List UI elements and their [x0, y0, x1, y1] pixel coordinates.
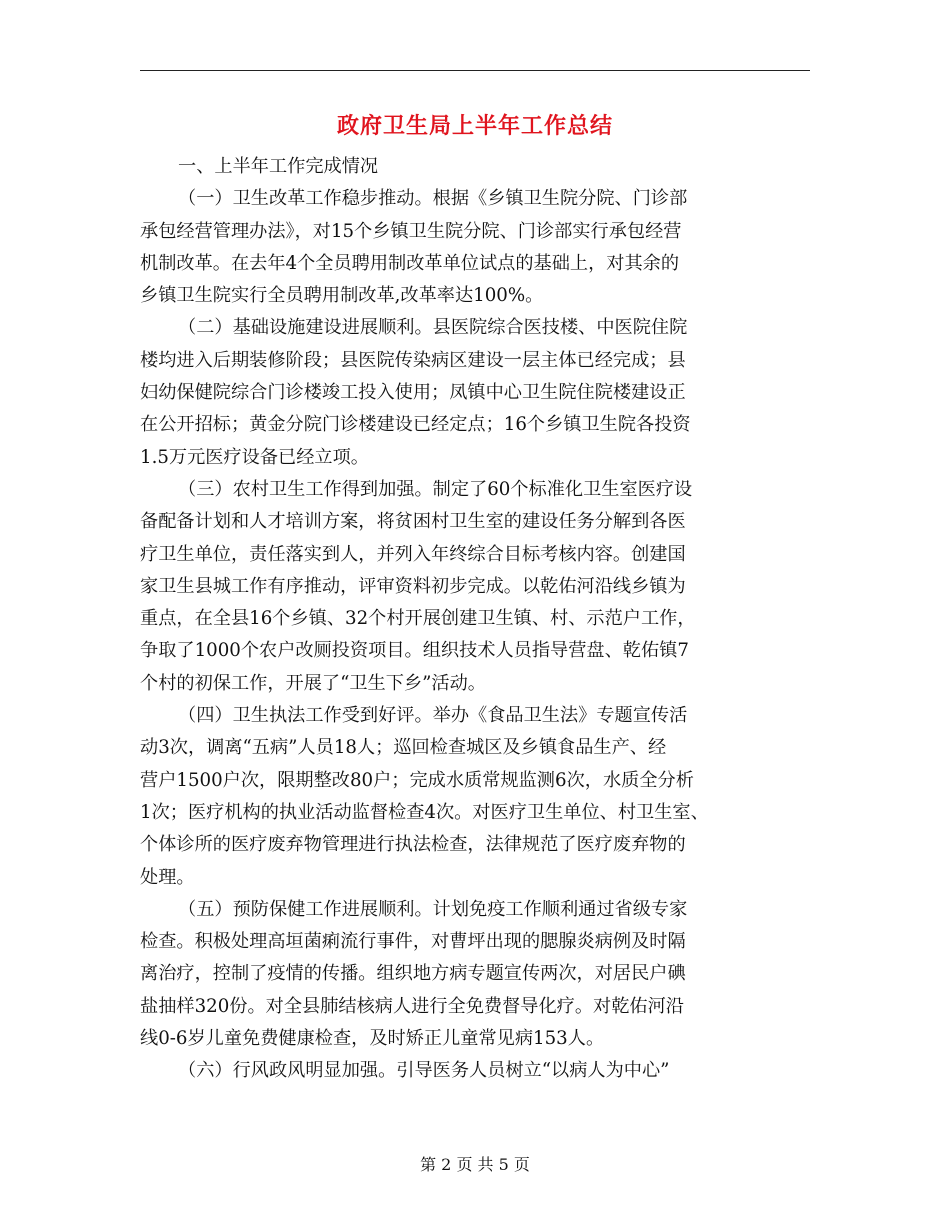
paragraph-line: 楼均进入后期装修阶段；县医院传染病区建设一层主体已经完成；县 — [140, 349, 686, 371]
paragraph-line: 机制改革。在去年4个全员聘用制改革单位试点的基础上，对其余的 — [140, 252, 680, 274]
paragraph-line: （六）行风政风明显加强。引导医务人员树立“以病人为中心” — [178, 1060, 670, 1082]
paragraph-line: 在公开招标；黄金分院门诊楼建设已经定点；16个乡镇卫生院各投资 — [140, 414, 691, 436]
paragraph-line: 营户1500户次，限期整改80户；完成水质常规监测6次，水质全分析 — [140, 769, 694, 791]
paragraph-line: 备配备计划和人才培训方案，将贫困村卫生室的建设任务分解到各医 — [140, 511, 686, 533]
paragraph-line: 承包经营管理办法》，对15个乡镇卫生院分院、门诊部实行承包经营 — [140, 220, 682, 242]
section-heading: 一、上半年工作完成情况 — [178, 156, 379, 177]
paragraph-line: （五）预防保健工作进展顺利。计划免疫工作顺利通过省级专家 — [178, 898, 688, 920]
paragraph-line: 线0-6岁儿童免费健康检查，及时矫正儿童常见病153人。 — [140, 1028, 605, 1050]
header-rule — [140, 70, 810, 71]
paragraph-line: 妇幼保健院综合门诊楼竣工投入使用；凤镇中心卫生院住院楼建设正 — [140, 382, 686, 404]
paragraph-3 — [140, 474, 810, 700]
paragraph-line: （一）卫生改革工作稳步推动。根据《乡镇卫生院分院、门诊部 — [178, 188, 688, 210]
paragraph-line: 疗卫生单位，责任落实到人，并列入年终综合目标考核内容。创建国 — [140, 543, 686, 565]
paragraph-line: （二）基础设施建设进展顺利。县医院综合医技楼、中医院住院 — [178, 317, 688, 339]
paragraph-line: 处理。 — [140, 866, 195, 888]
paragraph-line: 盐抽样320份。对全县肺结核病人进行全免费督导化疗。对乾佑河沿 — [140, 995, 684, 1017]
paragraph-line: 重点，在全县16个乡镇、32个村开展创建卫生镇、村、示范户工作， — [140, 608, 696, 630]
section-heading-paragraph — [140, 151, 810, 183]
paragraph-line: 离治疗，控制了疫情的传播。组织地方病专题宣传两次，对居民户碘 — [140, 963, 686, 985]
paragraph-line: （三）农村卫生工作得到加强。制定了60个标准化卫生室医疗设 — [178, 478, 693, 500]
paragraph-1 — [140, 183, 810, 312]
paragraph-line: （四）卫生执法工作受到好评。举办《食品卫生法》专题宣传活 — [178, 705, 688, 727]
paragraph-6 — [140, 1055, 810, 1087]
paragraph-line: 动3次，调离“五病”人员18人；巡回检查城区及乡镇食品生产、经 — [140, 737, 667, 759]
document-title: 政府卫生局上半年工作总结 — [336, 113, 613, 139]
page-number-footer: 第 2 页 共 5 页 — [420, 1155, 530, 1174]
paragraph-2 — [140, 312, 810, 473]
paragraph-line: 家卫生县城工作有序推动，评审资料初步完成。以乾佑河沿线乡镇为 — [140, 575, 686, 597]
paragraph-line: 1.5万元医疗设备已经立项。 — [140, 446, 369, 468]
document-body — [140, 151, 810, 1088]
paragraph-line: 检查。积极处理高垣菌痢流行事件，对曹坪出现的腮腺炎病例及时隔 — [140, 931, 686, 953]
paragraph-line: 乡镇卫生院实行全员聘用制改革,改革率达100%。 — [140, 285, 544, 307]
paragraph-line: 争取了1000个农户改厕投资项目。组织技术人员指导营盘、乾佑镇7 — [140, 640, 689, 662]
paragraph-4 — [140, 700, 810, 894]
paragraph-line: 个体诊所的医疗废弃物管理进行执法检查，法律规范了医疗废弃物的 — [140, 834, 686, 856]
paragraph-line: 个村的初保工作，开展了“卫生下乡”活动。 — [140, 672, 486, 694]
paragraph-line: 1次；医疗机构的执业活动监督检查4次。对医疗卫生单位、村卫生室、 — [140, 801, 709, 823]
paragraph-5 — [140, 894, 810, 1055]
